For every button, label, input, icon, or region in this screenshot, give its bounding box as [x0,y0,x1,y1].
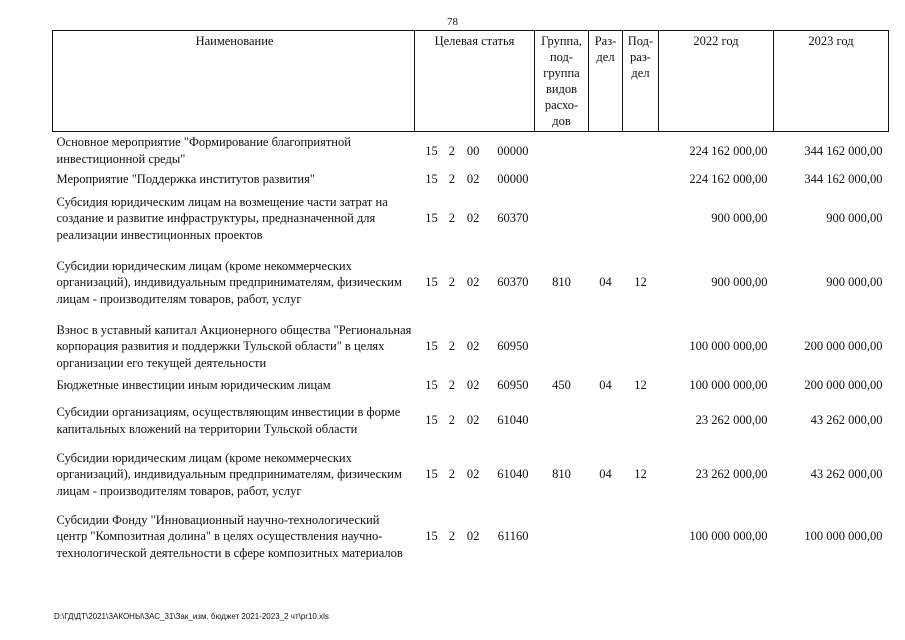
row-subsection [623,132,659,170]
row-amount-2023: 344 162 000,00 [804,143,883,158]
code-direction: 60950 [497,339,529,354]
row-name: Мероприятие "Поддержка институтов развития" [56,172,315,187]
row-name: Субсидии организациям, осуществляющим инвестиции в форме капитальных вложений на территории Тульской области [56,405,401,436]
table-row [53,504,889,570]
row-group: 450 [552,378,571,393]
code-direction: 60370 [497,275,529,290]
header-row [53,31,889,132]
row-subsection: 12 [634,275,647,290]
row-amount-2022: 900 000,00 [711,275,768,290]
code-event: 02 [466,529,480,544]
row-amount-2023: 900 000,00 [826,211,883,226]
row-group: 810 [552,275,571,290]
row-subsection [623,190,659,248]
row-amount-2023: 200 000 000,00 [804,339,883,354]
row-section [589,504,623,570]
code-direction: 00000 [497,172,529,187]
table-row [53,132,889,170]
row-section: 04 [599,378,612,393]
table-row [53,318,889,376]
table-row [53,446,889,504]
header-section: Раз- дел [589,31,623,132]
code-direction: 60950 [497,378,529,393]
row-amount-2023: 900 000,00 [826,275,883,290]
row-amount-2022: 100 000 000,00 [689,339,768,354]
row-group [535,396,589,446]
row-amount-2022: 900 000,00 [711,211,768,226]
code-subprogram: 2 [448,378,455,393]
budget-table [52,30,889,570]
row-name: Субсидия юридическим лицам на возмещение части затрат на создание и развитие инфраструктуры, предназначенной для реализации инвестиционных проектов [56,194,388,242]
row-name: Субсидии юридическим лицам (кроме некоммерческих организаций), индивидуальным предпринимателям, физическим лицам - производителям товаров, работ, услуг [56,450,402,498]
code-subprogram: 2 [448,339,455,354]
header-target: Целевая статья [415,31,535,132]
table-row [53,396,889,446]
row-amount-2022: 23 262 000,00 [695,467,768,482]
row-group [535,190,589,248]
header-2022: 2022 год [659,31,774,132]
row-amount-2022: 100 000 000,00 [689,378,768,393]
row-section [589,396,623,446]
code-program: 15 [425,143,438,158]
page-number: 78 [447,16,458,28]
row-section [589,132,623,170]
code-program: 15 [425,529,438,544]
code-program: 15 [425,413,438,428]
row-group [535,318,589,376]
table-row [53,376,889,396]
row-target-code [415,376,535,396]
row-target-code [415,446,535,504]
row-section [589,190,623,248]
code-direction: 61160 [497,529,529,544]
row-subsection: 12 [634,467,647,482]
table-row [53,190,889,248]
row-section: 04 [599,467,612,482]
row-subsection [623,396,659,446]
row-amount-2022: 100 000 000,00 [689,529,768,544]
code-event: 02 [466,211,480,226]
row-amount-2023: 344 162 000,00 [804,172,883,187]
file-path-footer: D:\ГД\ДТ\2021\ЗАКОНЫ\ЗАС_31\Зак_изм. бюджет 2021-2023_2 чт\pr10.xls [54,612,329,621]
table-row [53,248,889,318]
code-subprogram: 2 [448,143,455,158]
header-group: Группа, под- группа видов расхо- дов [535,31,589,132]
code-subprogram: 2 [448,275,455,290]
code-event: 02 [466,339,480,354]
row-section [589,170,623,190]
code-event: 02 [466,275,480,290]
code-direction: 00000 [497,143,529,158]
row-group [535,132,589,170]
row-section: 04 [599,275,612,290]
row-subsection [623,504,659,570]
row-target-code [415,132,535,170]
row-amount-2023: 43 262 000,00 [810,467,883,482]
row-amount-2022: 224 162 000,00 [689,143,768,158]
code-subprogram: 2 [448,211,455,226]
code-program: 15 [425,275,438,290]
code-event: 02 [466,172,480,187]
code-subprogram: 2 [448,529,455,544]
row-group [535,170,589,190]
row-target-code [415,396,535,446]
row-group: 810 [552,467,571,482]
code-program: 15 [425,172,438,187]
row-amount-2022: 224 162 000,00 [689,172,768,187]
code-direction: 61040 [497,467,529,482]
row-section [589,318,623,376]
code-subprogram: 2 [448,467,455,482]
row-target-code [415,248,535,318]
header-name: Наименование [53,31,415,132]
code-program: 15 [425,339,438,354]
row-name: Основное мероприятие "Формирование благоприятной инвестиционной среды" [56,135,351,166]
row-amount-2023: 43 262 000,00 [810,413,883,428]
row-subsection [623,170,659,190]
row-amount-2023: 100 000 000,00 [804,529,883,544]
row-name: Субсидии юридическим лицам (кроме некоммерческих организаций), индивидуальным предпринимателям, физическим лицам - производителям товаров, работ, услуг [56,258,402,306]
row-amount-2022: 23 262 000,00 [695,413,768,428]
row-subsection: 12 [634,378,647,393]
code-event: 00 [466,143,480,158]
code-event: 02 [466,413,480,428]
code-program: 15 [425,211,438,226]
header-2023: 2023 год [774,31,889,132]
code-direction: 60370 [497,211,529,226]
code-direction: 61040 [497,413,529,428]
row-name: Бюджетные инвестиции иным юридическим лицам [56,378,331,393]
row-target-code [415,170,535,190]
code-program: 15 [425,378,438,393]
row-target-code [415,504,535,570]
row-subsection [623,318,659,376]
code-event: 02 [466,378,480,393]
code-subprogram: 2 [448,172,455,187]
code-program: 15 [425,467,438,482]
row-group [535,504,589,570]
row-name: Субсидии Фонду "Инновационный научно-технологический центр "Композитная долина" в целях осуществления научно-технологической деятельности в сфере композитных материалов [56,512,403,560]
row-amount-2023: 200 000 000,00 [804,378,883,393]
code-event: 02 [466,467,480,482]
row-target-code [415,318,535,376]
header-subsection: Под- раз- дел [623,31,659,132]
row-target-code [415,190,535,248]
row-name: Взнос в уставный капитал Акционерного общества "Региональная корпорация развития и поддержки Тульской области" в целях организации его текущей деятельности [56,322,412,370]
code-subprogram: 2 [448,413,455,428]
table-row [53,170,889,190]
